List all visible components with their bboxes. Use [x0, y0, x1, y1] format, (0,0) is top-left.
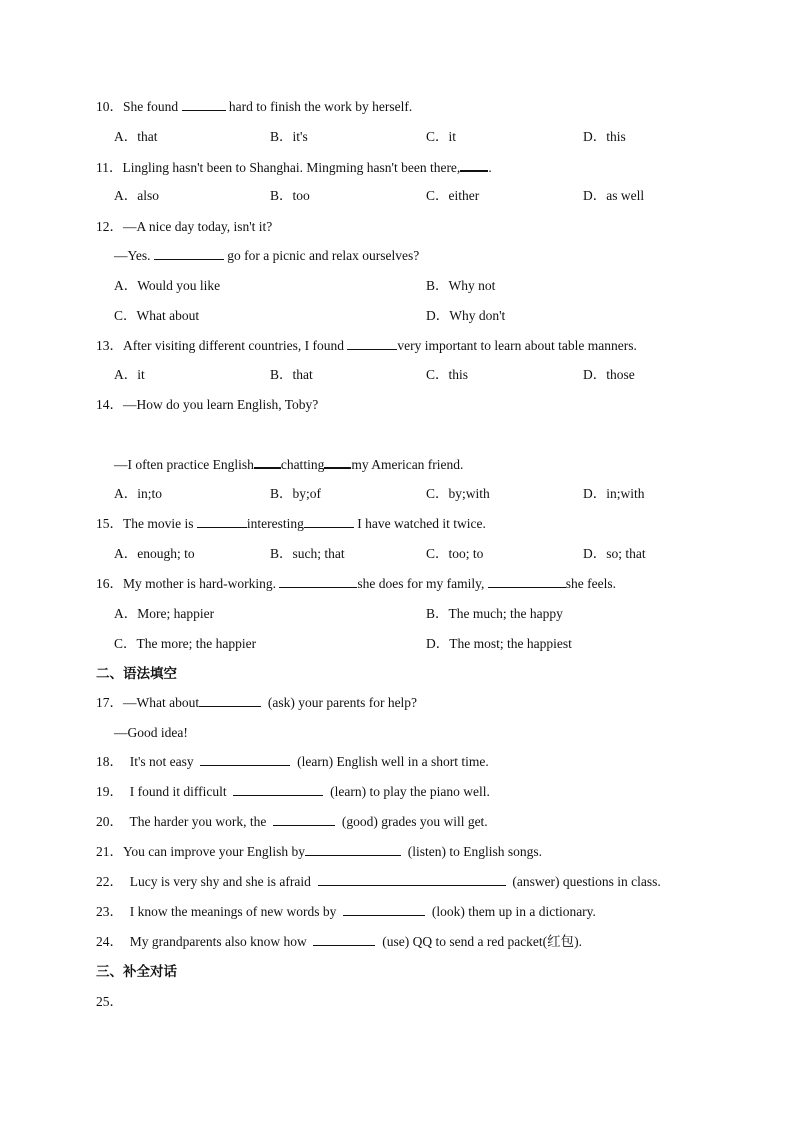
option-c: C．either	[426, 188, 480, 203]
question-21: 21．You can improve your English by (listen) to English songs.	[96, 844, 542, 859]
question-14-line2: —I often practice English chatting my American friend.	[114, 457, 464, 472]
option-a: A．Would you like	[114, 278, 221, 293]
option-b: B．it's	[270, 129, 308, 144]
option-b: B．such; that	[270, 546, 345, 561]
option-d: D．Why don't	[426, 308, 506, 323]
option-b: B．by;of	[270, 486, 322, 501]
option-b: B．that	[270, 367, 313, 382]
question-12-line2: —Yes. go for a picnic and relax ourselves?	[114, 248, 420, 263]
question-15-stem: 15．The movie is interesting I have watched it twice.	[96, 516, 486, 531]
answer-blank	[279, 575, 357, 588]
option-d: D．so; that	[583, 546, 646, 561]
option-b: B．too	[270, 188, 310, 203]
answer-blank	[233, 783, 323, 796]
option-a: A．More; happier	[114, 606, 215, 621]
question-16-stem: 16．My mother is hard-working. she does for my family, she feels.	[96, 576, 616, 591]
answer-blank	[305, 843, 401, 856]
answer-blank	[347, 337, 397, 350]
question-22: 22． Lucy is very shy and she is afraid (answer) questions in class.	[96, 874, 661, 889]
question-23: 23． I know the meanings of new words by (look) them up in a dictionary.	[96, 904, 596, 919]
option-d: D．this	[583, 129, 626, 144]
question-25: 25．	[96, 994, 123, 1009]
question-12-line1: 12．—A nice day today, isn't it?	[96, 219, 273, 234]
option-b: B．Why not	[426, 278, 496, 293]
section-heading-grammar-fill: 二、语法填空	[96, 666, 177, 682]
option-b: B．The much; the happy	[426, 606, 563, 621]
question-11-stem: 11．Lingling hasn't been to Shanghai. Mingming hasn't been there, .	[96, 160, 492, 175]
option-c: C．it	[426, 129, 457, 144]
question-19: 19． I found it difficult (learn) to play the piano well.	[96, 784, 490, 799]
answer-blank	[182, 98, 226, 111]
answer-blank	[254, 455, 281, 469]
option-d: D．as well	[583, 188, 645, 203]
question-18: 18． It's not easy (learn) English well in a short time.	[96, 754, 489, 769]
answer-blank	[324, 455, 351, 469]
question-24: 24． My grandparents also know how (use) QQ to send a red packet(红包).	[96, 934, 583, 949]
question-14-line1: 14．—How do you learn English, Toby?	[96, 397, 319, 412]
question-17-line1: 17．—What about (ask) your parents for help?	[96, 695, 418, 710]
option-d: D．The most; the happiest	[426, 636, 572, 651]
answer-blank	[154, 247, 224, 260]
option-a: A．that	[114, 129, 158, 144]
option-a: A．also	[114, 188, 159, 203]
section-heading-complete-dialogue: 三、补全对话	[96, 964, 177, 980]
option-c: C．What about	[114, 308, 200, 323]
answer-blank	[197, 515, 247, 528]
option-c: C．this	[426, 367, 469, 382]
option-c: C．The more; the happier	[114, 636, 257, 651]
answer-blank	[488, 575, 566, 588]
answer-blank	[318, 873, 506, 886]
option-d: D．those	[583, 367, 635, 382]
answer-blank	[200, 753, 290, 766]
question-13-stem: 13．After visiting different countries, I found very important to learn about table manners.	[96, 338, 637, 353]
question-10-stem: 10．She found hard to finish the work by herself.	[96, 99, 413, 114]
answer-blank	[304, 515, 354, 528]
answer-blank	[460, 158, 488, 172]
question-17-line2: —Good idea!	[114, 725, 188, 740]
question-20: 20． The harder you work, the (good) grades you will get.	[96, 814, 488, 829]
answer-blank	[273, 813, 335, 826]
option-c: C．too; to	[426, 546, 484, 561]
answer-blank	[199, 694, 261, 707]
option-c: C．by;with	[426, 486, 490, 501]
option-a: A．it	[114, 367, 145, 382]
option-a: A．enough; to	[114, 546, 195, 561]
option-a: A．in;to	[114, 486, 163, 501]
option-d: D．in;with	[583, 486, 645, 501]
answer-blank	[343, 903, 425, 916]
answer-blank	[313, 933, 375, 946]
